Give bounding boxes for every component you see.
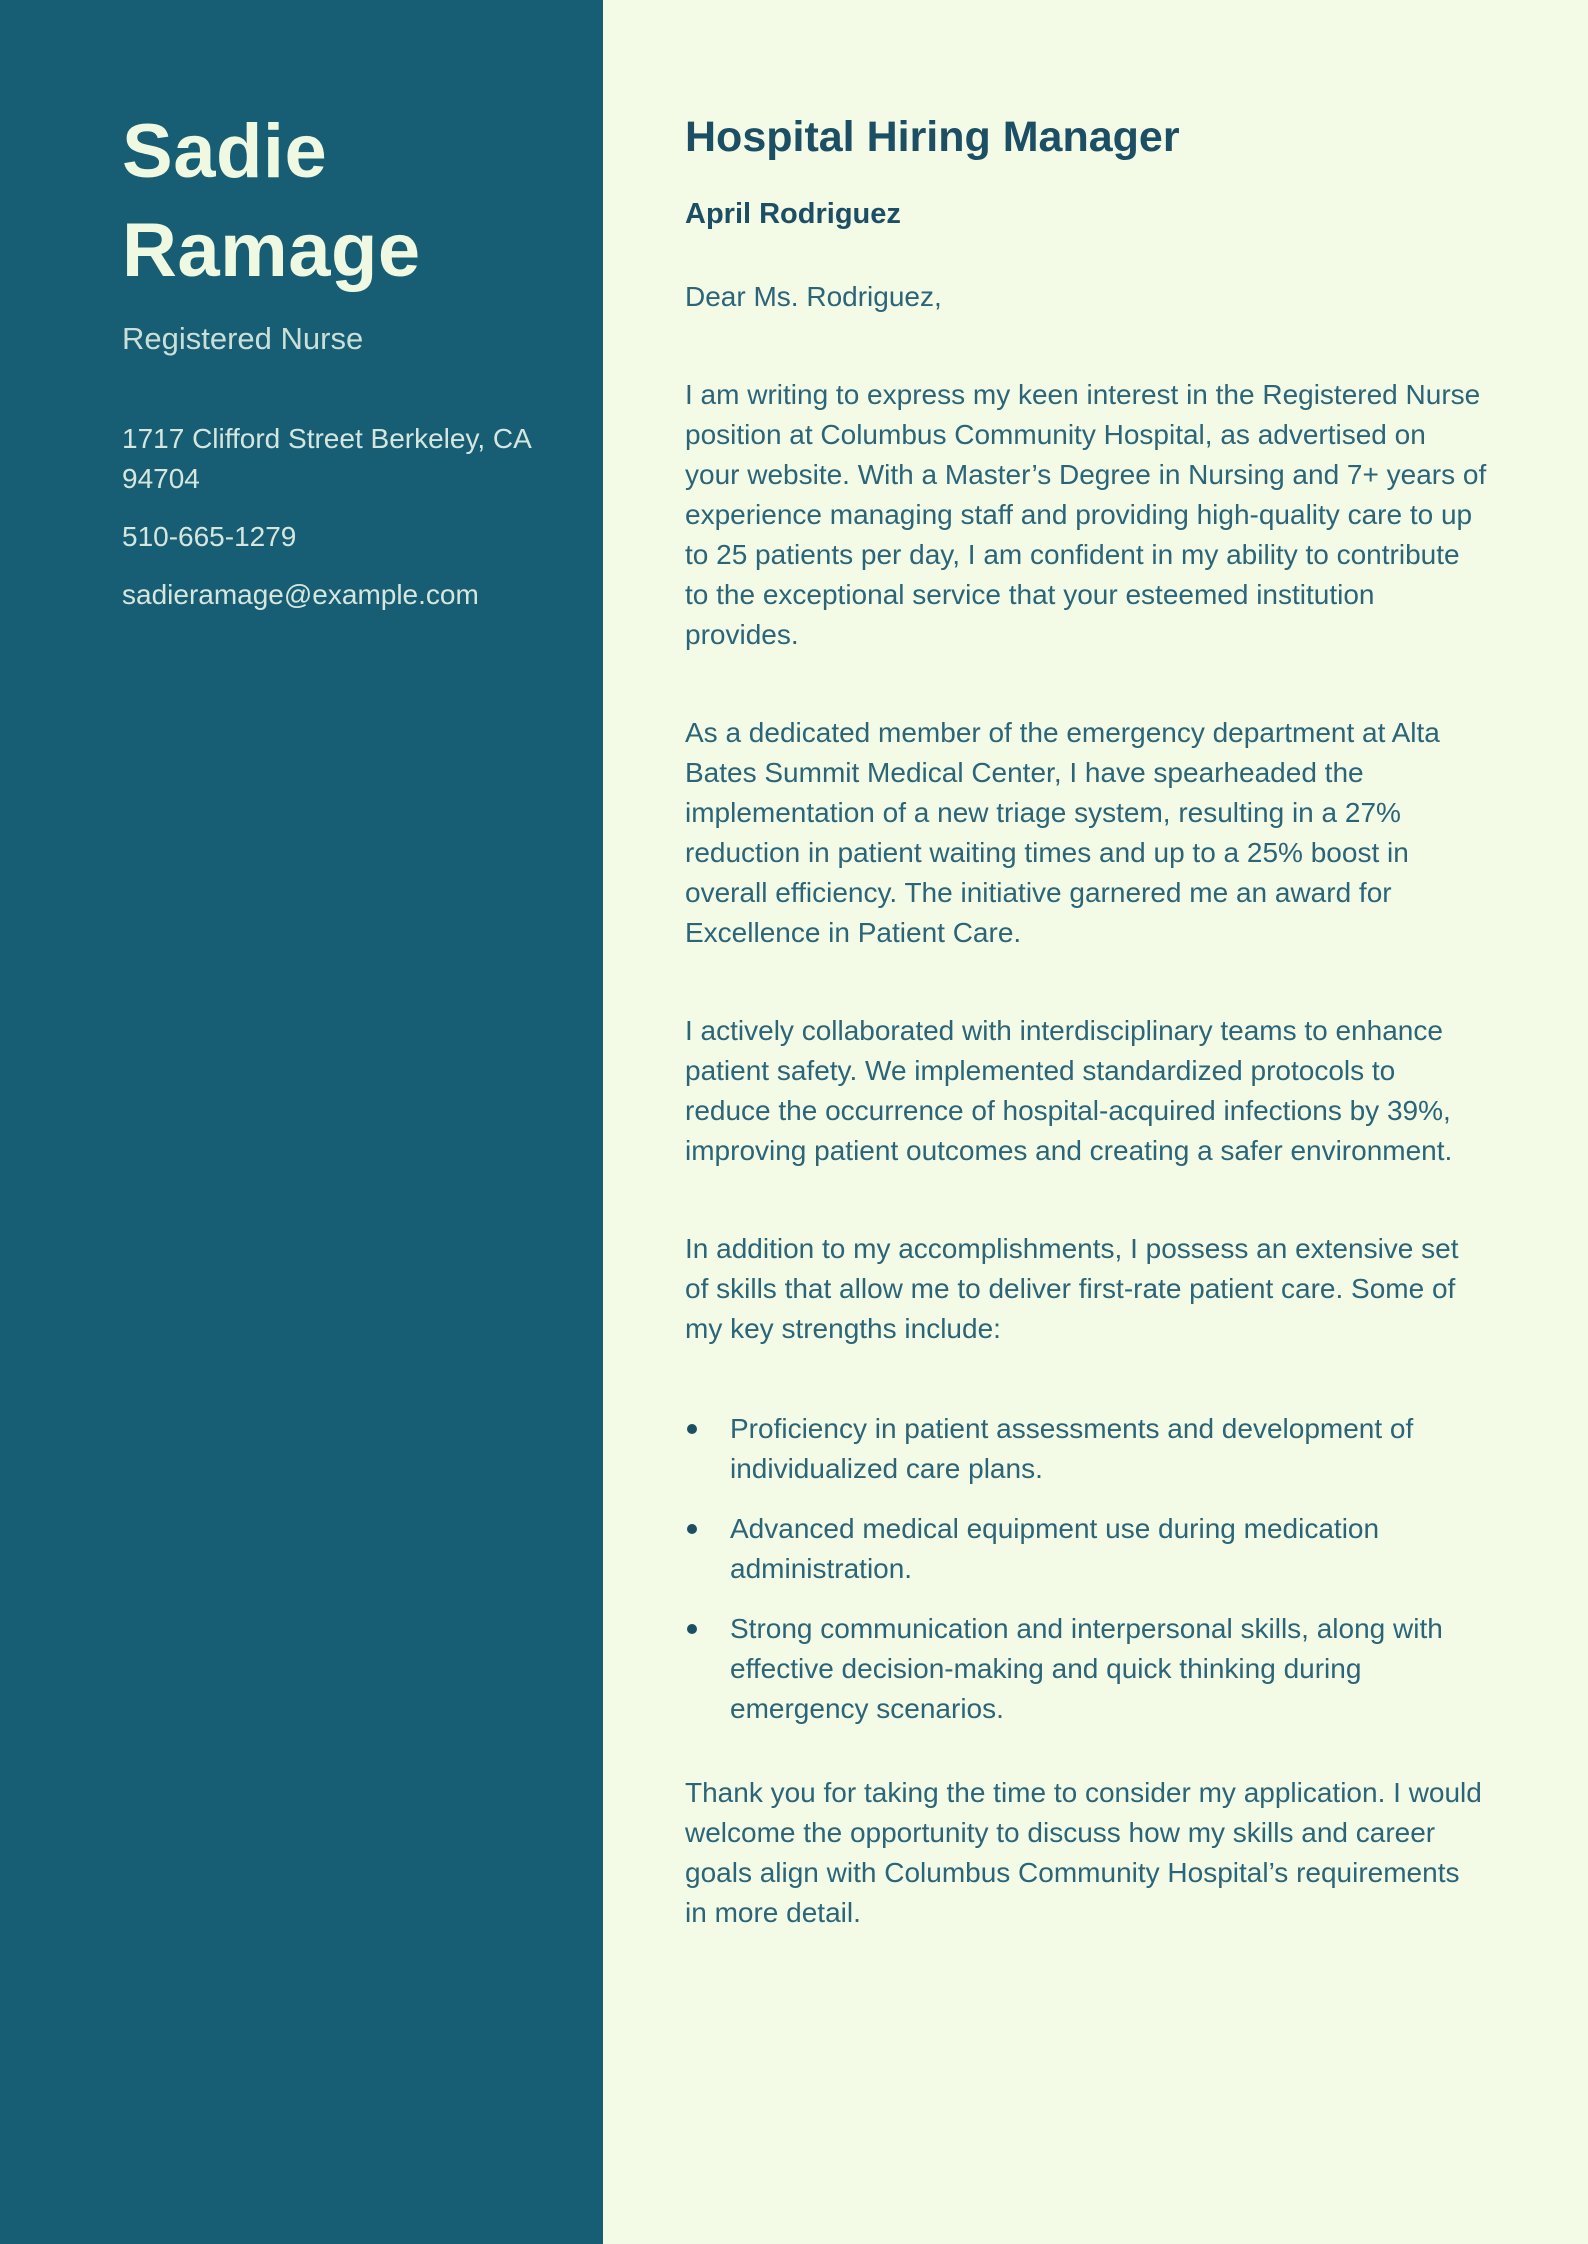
bullet-icon [687,1524,697,1534]
letter-paragraph: I actively collaborated with interdisciplinary teams to enhance patient safety. We implemented standardized protocols to reduce the occurrence of hospital-acquired infections by 39%, improving patient outcomes and creating a safer environment. [685,1015,1453,1167]
bullet-icon [687,1424,697,1434]
contact-address-line1: 1717 Clifford Street Berkeley, CA [122,422,532,454]
letter-paragraph: In addition to my accomplishments, I possess an extensive set of skills that allow me to deliver first-rate patient care. Some of my key strengths include: [685,1233,1459,1345]
sidebar [0,0,603,2244]
contact-email: sadieramage@example.com [122,578,479,610]
contact-info [122,419,558,615]
skills-bullet-list [685,1409,1488,1729]
bullet-text: Proficiency in patient assessments and development of individualized care plans. [730,1413,1414,1485]
contact-phone: 510-665-1279 [122,520,297,552]
candidate-name: Sadie Ramage [122,109,421,293]
recipient-title: Hospital Hiring Manager [685,113,1180,161]
list-item [685,1409,1488,1489]
letter-paragraph: I am writing to express my keen interest in the Registered Nurse position at Columbus Community Hospital, as advertised on your website. With a Master’s Degree in Nursing and 7+ years of experience managing staff and providing high-quality care to up to 25 patients per day, I am confident in my ability to contribute to the exceptional service that your esteemed institution provides. [685,379,1487,651]
salutation: Dear Ms. Rodriguez, [685,281,942,313]
bullet-text: Strong communication and interpersonal skills, along with effective decision-making and quick thinking during emergency scenarios. [730,1613,1443,1725]
closing-paragraph: Thank you for taking the time to consider my application. I would welcome the opportunity to discuss how my skills and career goals align with Columbus Community Hospital’s requirements in more detail. [685,1777,1482,1929]
bullet-icon [687,1624,697,1634]
list-item [685,1509,1488,1589]
recipient-name: April Rodriguez [685,197,901,230]
contact-address [122,419,558,499]
bullet-text: Advanced medical equipment use during medication administration. [730,1513,1380,1585]
letter-paragraph: As a dedicated member of the emergency department at Alta Bates Summit Medical Center, I have spearheaded the implementation of a new triage system, resulting in a 27% reduction in patient waiting times and up to a 25% boost in overall efficiency. The initiative garnered me an award for Excellence in Patient Care. [685,717,1440,949]
contact-address-line2: 94704 [122,462,200,494]
candidate-job-title: Registered Nurse [122,320,364,356]
letter-body [603,0,1588,2244]
list-item [685,1609,1488,1729]
